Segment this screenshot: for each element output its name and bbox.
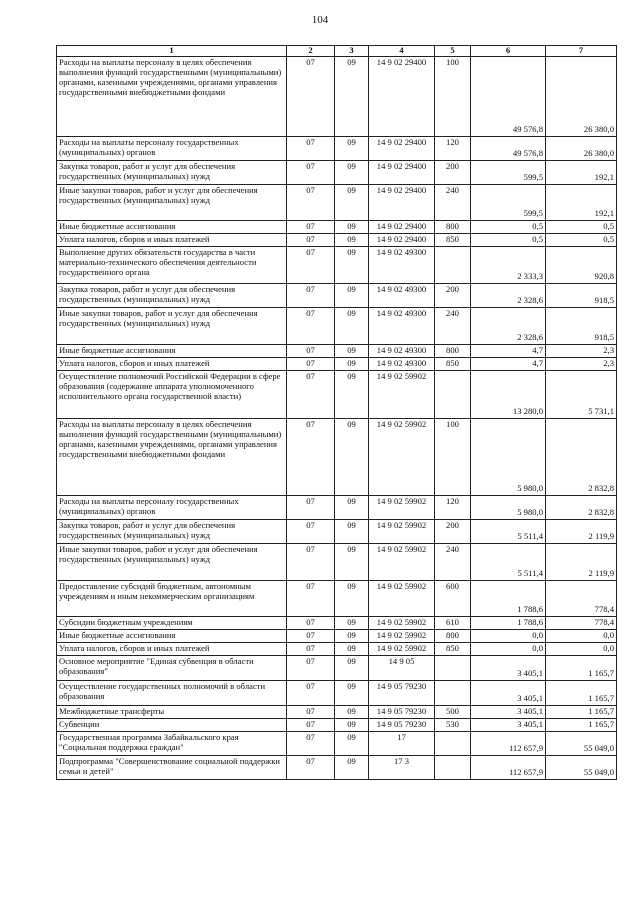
table-row [57, 185, 617, 221]
table-row [57, 706, 617, 719]
amount-actual-cell: 26 380,0 [546, 57, 617, 137]
row-name-cell: Осуществление полномочий Российской Федерации в сфере образования (содержание аппарата уполномоченного исполнительного органа государственной власти) [57, 371, 287, 419]
table-row [57, 732, 617, 756]
table-row [57, 756, 617, 780]
expense-type-cell: 800 [435, 221, 471, 234]
table-row [57, 247, 617, 284]
amount-plan-cell: 3 405,1 [471, 719, 546, 732]
amount-actual-cell: 918,5 [546, 284, 617, 308]
target-article-cell: 14 9 02 49300 [369, 247, 435, 284]
row-name-cell: Осуществление государственных полномочий в области образования [57, 681, 287, 706]
amount-plan-cell: 599,5 [471, 185, 546, 221]
table-row [57, 681, 617, 706]
amount-plan-cell: 49 576,8 [471, 137, 546, 161]
section-code-cell: 07 [287, 656, 335, 681]
amount-plan-cell: 1 788,6 [471, 581, 546, 617]
target-article-cell: 14 9 02 29400 [369, 57, 435, 137]
amount-plan-cell: 3 405,1 [471, 656, 546, 681]
amount-plan-cell: 5 980,0 [471, 419, 546, 496]
page-number: 104 [311, 14, 329, 26]
subsection-code-cell: 09 [335, 756, 369, 780]
amount-plan-cell: 4,7 [471, 345, 546, 358]
row-name-cell: Расходы на выплаты персоналу государственных (муниципальных) органов [57, 496, 287, 520]
section-code-cell: 07 [287, 520, 335, 544]
row-name-cell: Закупка товаров, работ и услуг для обеспечения государственных (муниципальных) нужд [57, 284, 287, 308]
target-article-cell: 14 9 02 29400 [369, 137, 435, 161]
subsection-code-cell: 09 [335, 732, 369, 756]
section-code-cell: 07 [287, 630, 335, 643]
subsection-code-cell: 09 [335, 656, 369, 681]
expense-type-cell [435, 681, 471, 706]
target-article-cell: 14 9 02 29400 [369, 185, 435, 221]
section-code-cell: 07 [287, 308, 335, 345]
target-article-cell: 14 9 02 59902 [369, 520, 435, 544]
target-article-cell: 14 9 02 59902 [369, 419, 435, 496]
table-row [57, 617, 617, 630]
row-name-cell: Уплата налогов, сборов и иных платежей [57, 234, 287, 247]
amount-plan-cell: 0,0 [471, 630, 546, 643]
amount-plan-cell: 0,0 [471, 643, 546, 656]
amount-actual-cell: 778,4 [546, 617, 617, 630]
expense-type-cell: 120 [435, 137, 471, 161]
amount-actual-cell: 1 165,7 [546, 719, 617, 732]
target-article-cell: 17 [369, 732, 435, 756]
subsection-code-cell: 09 [335, 247, 369, 284]
table-row [57, 284, 617, 308]
amount-plan-cell: 5 511,4 [471, 520, 546, 544]
subsection-code-cell: 09 [335, 284, 369, 308]
subsection-code-cell: 09 [335, 630, 369, 643]
amount-actual-cell: 55 049,0 [546, 732, 617, 756]
section-code-cell: 07 [287, 617, 335, 630]
amount-actual-cell: 5 731,1 [546, 371, 617, 419]
target-article-cell: 14 9 02 59902 [369, 617, 435, 630]
subsection-code-cell: 09 [335, 706, 369, 719]
expense-type-cell: 850 [435, 234, 471, 247]
amount-actual-cell: 778,4 [546, 581, 617, 617]
amount-plan-cell: 13 280,0 [471, 371, 546, 419]
amount-plan-cell: 112 657,9 [471, 756, 546, 780]
subsection-code-cell: 09 [335, 496, 369, 520]
target-article-cell: 14 9 02 49300 [369, 358, 435, 371]
row-name-cell: Подпрограмма "Совершенствование социальной поддержки семьи и детей" [57, 756, 287, 780]
amount-actual-cell: 2 832,8 [546, 419, 617, 496]
target-article-cell: 14 9 02 49300 [369, 284, 435, 308]
row-name-cell: Закупка товаров, работ и услуг для обеспечения государственных (муниципальных) нужд [57, 161, 287, 185]
subsection-code-cell: 09 [335, 681, 369, 706]
amount-actual-cell: 0,0 [546, 630, 617, 643]
expense-type-cell: 500 [435, 706, 471, 719]
row-name-cell: Выполнение других обязательств государства в части материально-технического обеспечения деятельности государственного органа [57, 247, 287, 284]
row-name-cell: Субвенции [57, 719, 287, 732]
budget-table [56, 45, 617, 780]
table-row [57, 308, 617, 345]
target-article-cell: 14 9 02 59902 [369, 630, 435, 643]
table-header-row [57, 46, 617, 57]
section-code-cell: 07 [287, 161, 335, 185]
table-row [57, 719, 617, 732]
subsection-code-cell: 09 [335, 544, 369, 581]
amount-plan-cell: 112 657,9 [471, 732, 546, 756]
table-row [57, 345, 617, 358]
amount-plan-cell: 49 576,8 [471, 57, 546, 137]
subsection-code-cell: 09 [335, 358, 369, 371]
expense-type-cell: 100 [435, 419, 471, 496]
section-code-cell: 07 [287, 544, 335, 581]
expense-type-cell: 530 [435, 719, 471, 732]
table-row [57, 358, 617, 371]
row-name-cell: Иные закупки товаров, работ и услуг для обеспечения государственных (муниципальных) нужд [57, 185, 287, 221]
table-row [57, 581, 617, 617]
amount-actual-cell: 0,5 [546, 221, 617, 234]
amount-plan-cell: 5 511,4 [471, 544, 546, 581]
target-article-cell: 14 9 02 59902 [369, 371, 435, 419]
row-name-cell: Уплата налогов, сборов и иных платежей [57, 643, 287, 656]
expense-type-cell: 120 [435, 496, 471, 520]
amount-plan-cell: 0,5 [471, 221, 546, 234]
section-code-cell: 07 [287, 706, 335, 719]
section-code-cell: 07 [287, 221, 335, 234]
table-row [57, 57, 617, 137]
expense-type-cell [435, 756, 471, 780]
expense-type-cell: 240 [435, 544, 471, 581]
row-name-cell: Субсидии бюджетным учреждениям [57, 617, 287, 630]
row-name-cell: Иные бюджетные ассигнования [57, 221, 287, 234]
expense-type-cell: 200 [435, 520, 471, 544]
table-row [57, 544, 617, 581]
section-code-cell: 07 [287, 185, 335, 221]
subsection-code-cell: 09 [335, 234, 369, 247]
amount-plan-cell: 0,5 [471, 234, 546, 247]
section-code-cell: 07 [287, 137, 335, 161]
subsection-code-cell: 09 [335, 643, 369, 656]
section-code-cell: 07 [287, 681, 335, 706]
section-code-cell: 07 [287, 234, 335, 247]
target-article-cell: 14 9 02 59902 [369, 581, 435, 617]
table-row [57, 221, 617, 234]
target-article-cell: 14 9 05 [369, 656, 435, 681]
amount-actual-cell: 2,3 [546, 345, 617, 358]
row-name-cell: Расходы на выплаты персоналу в целях обеспечения выполнения функций государственными (муниципальными) органами, казенными учреждениями, органами управления государственными внебюджетными фондами [57, 57, 287, 137]
table-row [57, 161, 617, 185]
amount-plan-cell: 599,5 [471, 161, 546, 185]
table-row [57, 419, 617, 496]
expense-type-cell [435, 656, 471, 681]
row-name-cell: Расходы на выплаты персоналу государственных (муниципальных) органов [57, 137, 287, 161]
expense-type-cell: 600 [435, 581, 471, 617]
section-code-cell: 07 [287, 247, 335, 284]
section-code-cell: 07 [287, 419, 335, 496]
amount-actual-cell: 918,5 [546, 308, 617, 345]
column-header: 3 [335, 46, 369, 57]
amount-plan-cell: 2 333,3 [471, 247, 546, 284]
amount-actual-cell: 192,1 [546, 185, 617, 221]
section-code-cell: 07 [287, 732, 335, 756]
subsection-code-cell: 09 [335, 345, 369, 358]
target-article-cell: 14 9 02 49300 [369, 308, 435, 345]
row-name-cell: Иные закупки товаров, работ и услуг для обеспечения государственных (муниципальных) нужд [57, 544, 287, 581]
amount-plan-cell: 3 405,1 [471, 706, 546, 719]
subsection-code-cell: 09 [335, 57, 369, 137]
expense-type-cell: 200 [435, 284, 471, 308]
amount-actual-cell: 0,5 [546, 234, 617, 247]
amount-plan-cell: 4,7 [471, 358, 546, 371]
amount-actual-cell: 920,8 [546, 247, 617, 284]
amount-actual-cell: 0,0 [546, 643, 617, 656]
expense-type-cell: 240 [435, 185, 471, 221]
subsection-code-cell: 09 [335, 617, 369, 630]
expense-type-cell: 850 [435, 643, 471, 656]
column-header: 2 [287, 46, 335, 57]
row-name-cell: Иные закупки товаров, работ и услуг для обеспечения государственных (муниципальных) нужд [57, 308, 287, 345]
target-article-cell: 17 3 [369, 756, 435, 780]
row-name-cell: Предоставление субсидий бюджетным, автономным учреждениям и иным некоммерческим организациям [57, 581, 287, 617]
subsection-code-cell: 09 [335, 581, 369, 617]
section-code-cell: 07 [287, 581, 335, 617]
row-name-cell: Уплата налогов, сборов и иных платежей [57, 358, 287, 371]
target-article-cell: 14 9 02 49300 [369, 345, 435, 358]
row-name-cell: Государственная программа Забайкальского края "Социальная поддержка граждан" [57, 732, 287, 756]
subsection-code-cell: 09 [335, 185, 369, 221]
table-row [57, 520, 617, 544]
subsection-code-cell: 09 [335, 161, 369, 185]
section-code-cell: 07 [287, 345, 335, 358]
expense-type-cell: 100 [435, 57, 471, 137]
amount-plan-cell: 2 328,6 [471, 308, 546, 345]
amount-plan-cell: 5 980,0 [471, 496, 546, 520]
section-code-cell: 07 [287, 371, 335, 419]
row-name-cell: Основное мероприятие "Единая субвенция в области образования" [57, 656, 287, 681]
target-article-cell: 14 9 02 29400 [369, 221, 435, 234]
amount-actual-cell: 2 119,9 [546, 520, 617, 544]
column-header: 4 [369, 46, 435, 57]
expense-type-cell: 800 [435, 345, 471, 358]
amount-actual-cell: 2 119,9 [546, 544, 617, 581]
section-code-cell: 07 [287, 643, 335, 656]
table-row [57, 630, 617, 643]
table-row [57, 496, 617, 520]
section-code-cell: 07 [287, 496, 335, 520]
table-row [57, 656, 617, 681]
target-article-cell: 14 9 02 29400 [369, 161, 435, 185]
row-name-cell: Межбюджетные трансферты [57, 706, 287, 719]
subsection-code-cell: 09 [335, 371, 369, 419]
expense-type-cell: 610 [435, 617, 471, 630]
target-article-cell: 14 9 02 59902 [369, 643, 435, 656]
table-row [57, 371, 617, 419]
expense-type-cell: 240 [435, 308, 471, 345]
section-code-cell: 07 [287, 719, 335, 732]
amount-actual-cell: 26 380,0 [546, 137, 617, 161]
expense-type-cell [435, 732, 471, 756]
amount-actual-cell: 192,1 [546, 161, 617, 185]
column-header: 5 [435, 46, 471, 57]
column-header: 1 [57, 46, 287, 57]
amount-plan-cell: 2 328,6 [471, 284, 546, 308]
target-article-cell: 14 9 05 79230 [369, 706, 435, 719]
expense-type-cell: 200 [435, 161, 471, 185]
column-header: 6 [471, 46, 546, 57]
amount-actual-cell: 2,3 [546, 358, 617, 371]
table-row [57, 643, 617, 656]
amount-plan-cell: 3 405,1 [471, 681, 546, 706]
subsection-code-cell: 09 [335, 419, 369, 496]
subsection-code-cell: 09 [335, 308, 369, 345]
row-name-cell: Расходы на выплаты персоналу в целях обеспечения выполнения функций государственными (муниципальными) органами, казенными учреждениями, органами управления государственными внебюджетными фондами [57, 419, 287, 496]
subsection-code-cell: 09 [335, 520, 369, 544]
row-name-cell: Иные бюджетные ассигнования [57, 345, 287, 358]
section-code-cell: 07 [287, 756, 335, 780]
table-body [57, 57, 617, 780]
target-article-cell: 14 9 02 59902 [369, 544, 435, 581]
amount-actual-cell: 2 832,8 [546, 496, 617, 520]
amount-actual-cell: 1 165,7 [546, 656, 617, 681]
section-code-cell: 07 [287, 284, 335, 308]
row-name-cell: Иные бюджетные ассигнования [57, 630, 287, 643]
amount-actual-cell: 1 165,7 [546, 706, 617, 719]
expense-type-cell [435, 247, 471, 284]
target-article-cell: 14 9 02 59902 [369, 496, 435, 520]
table-row [57, 234, 617, 247]
target-article-cell: 14 9 02 29400 [369, 234, 435, 247]
section-code-cell: 07 [287, 57, 335, 137]
expense-type-cell [435, 371, 471, 419]
expense-type-cell: 800 [435, 630, 471, 643]
subsection-code-cell: 09 [335, 221, 369, 234]
subsection-code-cell: 09 [335, 719, 369, 732]
subsection-code-cell: 09 [335, 137, 369, 161]
amount-actual-cell: 55 049,0 [546, 756, 617, 780]
target-article-cell: 14 9 05 79230 [369, 719, 435, 732]
amount-plan-cell: 1 788,6 [471, 617, 546, 630]
row-name-cell: Закупка товаров, работ и услуг для обеспечения государственных (муниципальных) нужд [57, 520, 287, 544]
section-code-cell: 07 [287, 358, 335, 371]
expense-type-cell: 850 [435, 358, 471, 371]
amount-actual-cell: 1 165,7 [546, 681, 617, 706]
table-row [57, 137, 617, 161]
column-header: 7 [546, 46, 617, 57]
target-article-cell: 14 9 05 79230 [369, 681, 435, 706]
